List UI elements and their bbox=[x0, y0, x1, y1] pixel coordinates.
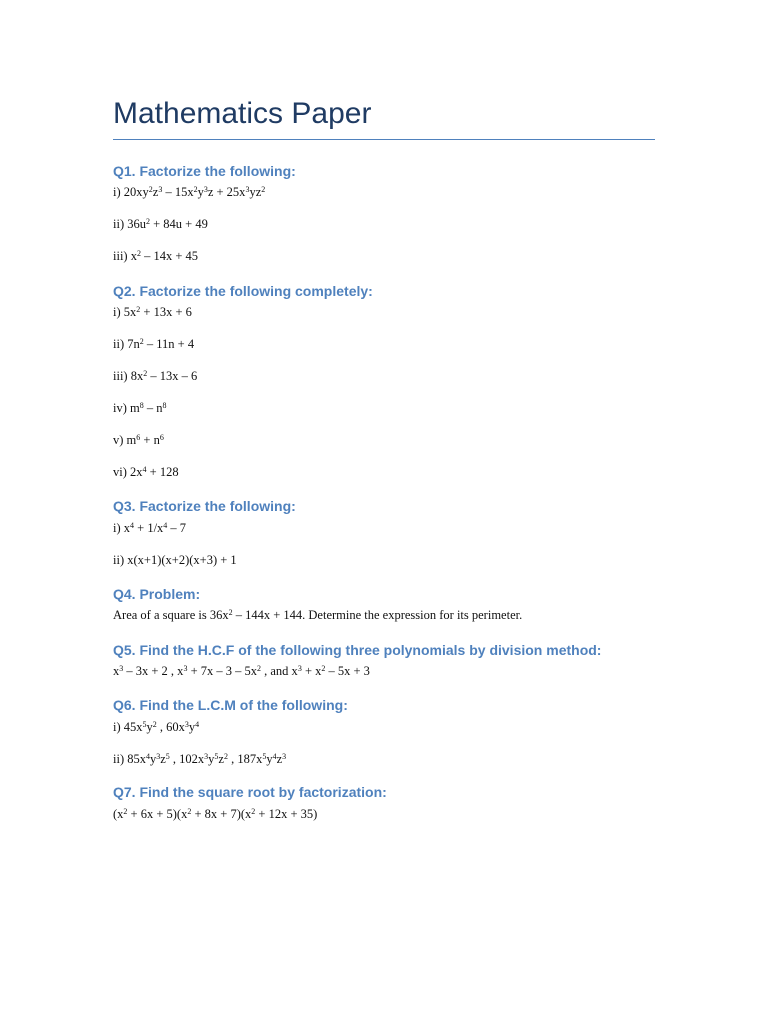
exponent: 2 bbox=[228, 608, 233, 617]
q2-item: ii) $7n^2 - 11n + 4$ bbox=[113, 337, 195, 351]
q1-item: i) $20xy^2z^3 - 15x^2y^3z + 25x^3yz^2$ bbox=[113, 185, 266, 199]
exponent: 4 bbox=[142, 465, 147, 474]
exponent: 2 bbox=[223, 752, 228, 761]
exponent: 3 bbox=[204, 752, 209, 761]
q4-item: Area of a square is $36x^2 - 144x + 144$. Determine the expression for its perimeter. bbox=[113, 608, 523, 622]
exponent: 2 bbox=[143, 369, 148, 378]
exponent: 5 bbox=[142, 720, 147, 729]
exponent: 8 bbox=[139, 401, 144, 410]
exponent: 4 bbox=[163, 521, 168, 530]
q3-heading: Q3. Factorize the following: bbox=[113, 498, 296, 514]
q3-item: i) $x^4 + 1/x^4 - 7$ bbox=[113, 521, 187, 535]
q5-heading: Q5. Find the H.C.F of the following three polynomials by division method: bbox=[113, 642, 602, 658]
q6-item: ii) $85x^4y^3z^5$ , $102x^3y^5z^2$ , $187x^5y^4z^3$ bbox=[113, 752, 287, 766]
exponent: 2 bbox=[251, 807, 256, 816]
exponent: 3 bbox=[184, 720, 189, 729]
exponent: 5 bbox=[165, 752, 170, 761]
exponent: 3 bbox=[183, 664, 188, 673]
exponent: 4 bbox=[145, 752, 150, 761]
q3-item: ii) x(x+1)(x+2)(x+3) + 1 bbox=[113, 553, 237, 567]
exponent: 4 bbox=[130, 521, 135, 530]
q4-heading: Q4. Problem: bbox=[113, 586, 201, 602]
exponent: 2 bbox=[261, 185, 266, 194]
q6-heading: Q6. Find the L.C.M of the following: bbox=[113, 697, 348, 713]
q2-item: vi) $2x^4 + 128$ bbox=[113, 465, 179, 479]
q2-item: i) $5x^2 + 13x + 6$ bbox=[113, 305, 192, 319]
exponent: 2 bbox=[187, 807, 192, 816]
exponent: 2 bbox=[321, 664, 326, 673]
q5-item: $x^3 - 3x + 2$ , $x^3 + 7x - 3 - 5x^2$ , and $x^3 + x^2 - 5x + 3$ bbox=[113, 664, 370, 678]
q2-item: iii) $8x^2 - 13x - 6$ bbox=[113, 369, 198, 383]
exponent: 2 bbox=[145, 217, 150, 226]
exponent: 3 bbox=[158, 185, 163, 194]
exponent: 2 bbox=[123, 807, 128, 816]
exponent: 5 bbox=[262, 752, 267, 761]
q2-item: v) $m^6 + n^6$ bbox=[113, 433, 164, 447]
exponent: 2 bbox=[136, 305, 141, 314]
exponent: 3 bbox=[203, 185, 208, 194]
q7-item: $(x^2 + 6x + 5)(x^2 + 8x + 7)(x^2 + 12x + 35)$ bbox=[113, 807, 318, 821]
exponent: 3 bbox=[119, 664, 124, 673]
page-title: Mathematics Paper bbox=[113, 97, 372, 130]
exponent: 2 bbox=[257, 664, 261, 673]
q2-heading: Q2. Factorize the following completely: bbox=[113, 283, 373, 299]
exponent: 2 bbox=[148, 185, 153, 194]
exponent: 8 bbox=[162, 401, 167, 410]
exponent: 3 bbox=[282, 752, 287, 761]
q1-item: iii) $x^2 - 14x + 45$ bbox=[113, 249, 199, 263]
q1-heading: Q1. Factorize the following: bbox=[113, 163, 296, 179]
title-divider bbox=[113, 139, 655, 140]
exponent: 4 bbox=[272, 752, 277, 761]
exponent: 6 bbox=[159, 433, 164, 442]
q2-item: iv) $m^8 - n^8$ bbox=[113, 401, 167, 415]
q1-item: ii) $36u^2 + 84u + 49$ bbox=[113, 217, 208, 231]
exponent: 2 bbox=[193, 185, 198, 194]
exponent: 2 bbox=[139, 337, 144, 346]
exponent: 2 bbox=[152, 720, 157, 729]
q7-heading: Q7. Find the square root by factorization: bbox=[113, 784, 387, 800]
exponent: 6 bbox=[136, 433, 141, 442]
exponent: 3 bbox=[245, 185, 250, 194]
exponent: 2 bbox=[136, 249, 141, 258]
q6-item: i) $45x^5y^2$ , $60x^3y^4$ bbox=[113, 720, 200, 734]
exponent: 4 bbox=[195, 720, 200, 729]
exponent: 3 bbox=[156, 752, 161, 761]
exponent: 3 bbox=[297, 664, 302, 673]
exponent: 5 bbox=[214, 752, 219, 761]
